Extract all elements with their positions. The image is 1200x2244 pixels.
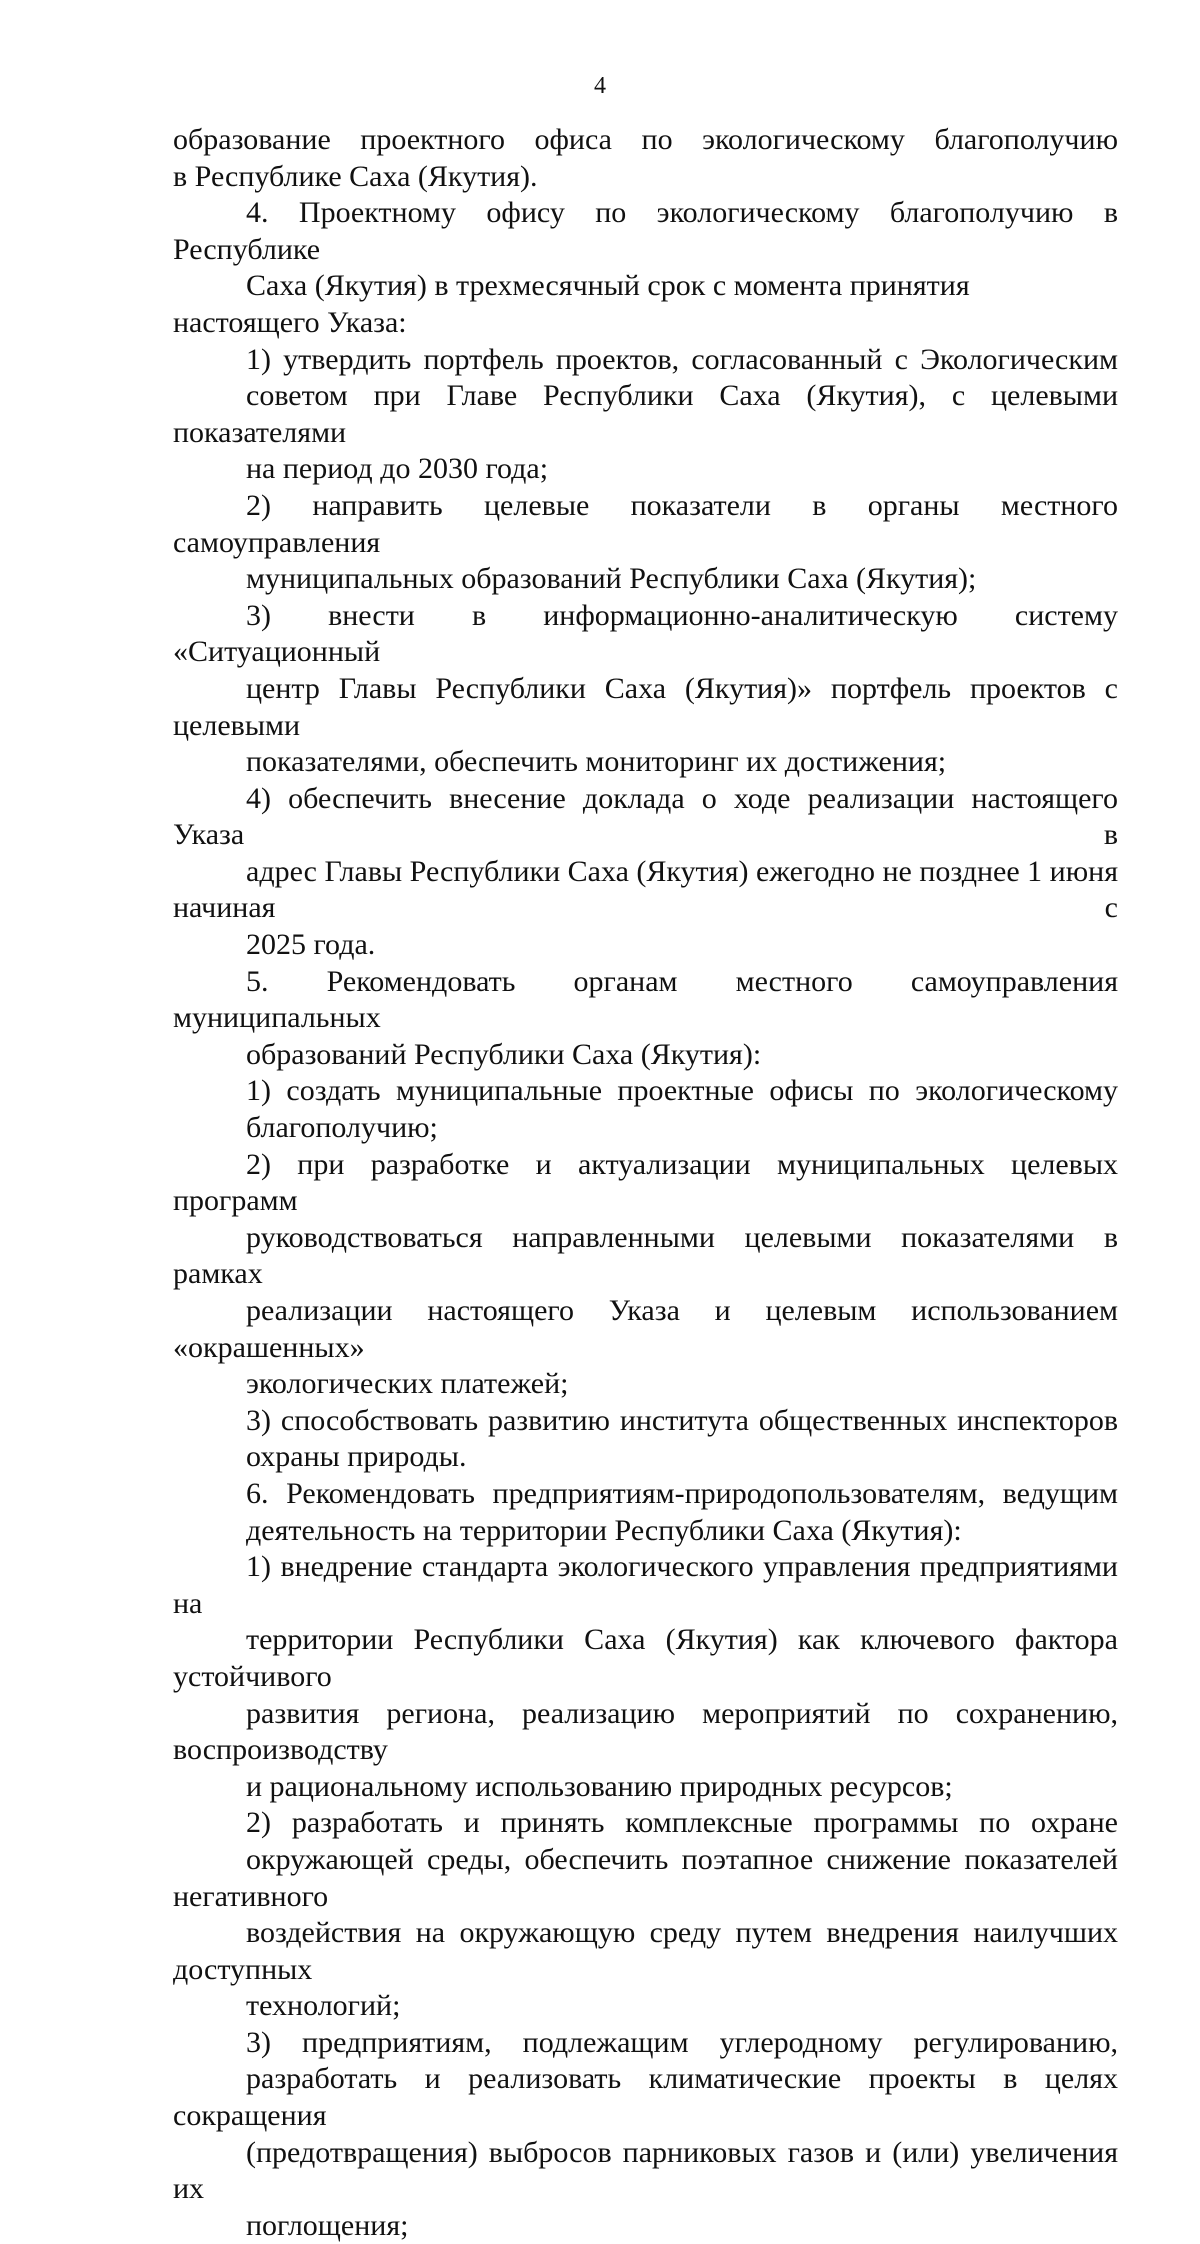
text-line: образование проектного офиса по экологическому благополучию [173, 123, 1118, 156]
text-line: экологических платежей; [246, 1367, 569, 1401]
paragraph [173, 342, 1118, 488]
paragraph [173, 1805, 1118, 2025]
text-line: 4. Проектному офису по экологическому благополучию в Республике [173, 196, 1118, 266]
text-line: Саха (Якутия) в трехмесячный срок с момента принятия настоящего Указа: [173, 269, 970, 339]
text-line: 1) внедрение стандарта экологического управления предприятиями на [173, 1550, 1118, 1620]
paragraph [173, 122, 1118, 195]
text-line: 4) обеспечить внесение доклада о ходе реализации настоящего Указа в [173, 781, 1118, 852]
text-line: 2025 года. [246, 928, 376, 962]
text-line: технологий; [246, 1989, 401, 2023]
text-line: деятельность на территории Республики Саха (Якутия): [246, 1513, 962, 1547]
text-line: в Республике Саха (Якутия). [173, 159, 538, 193]
text-line: территории Республики Саха (Якутия) как ключевого фактора устойчивого [173, 1623, 1118, 1693]
paragraph [173, 488, 1118, 598]
text-line: и рациональному использованию природных ресурсов; [246, 1769, 953, 1803]
paragraph [173, 1073, 1118, 1146]
document-body [173, 122, 1118, 2244]
paragraph [173, 195, 1118, 341]
text-line: 2) направить целевые показатели в органы местного самоуправления [173, 488, 1118, 559]
text-line: (предотвращения) выбросов парниковых газов и (или) увеличения их [173, 2135, 1118, 2206]
text-line: показателями, обеспечить мониторинг их достижения; [246, 745, 947, 779]
text-line: окружающей среды, обеспечить поэтапное снижение показателей негативного [173, 1842, 1118, 1913]
text-line: реализации настоящего Указа и целевым использованием «окрашенных» [173, 1294, 1118, 1364]
paragraph [173, 598, 1118, 781]
paragraph [173, 1476, 1118, 1549]
text-line: 1) создать муниципальные проектные офисы по экологическому [246, 1074, 1118, 1108]
text-line: образований Республики Саха (Якутия): [246, 1037, 762, 1071]
paragraph [173, 1549, 1118, 1805]
text-line: муниципальных образований Республики Саха (Якутия); [246, 562, 977, 596]
paragraph [173, 781, 1118, 964]
text-line: 2) разработать и принять комплексные программы по охране [246, 1806, 1118, 1840]
paragraph [173, 964, 1118, 1074]
text-line: 3) предприятиям, подлежащим углеродному регулированию, [246, 2025, 1118, 2059]
text-line: 3) способствовать развитию института общественных инспекторов [246, 1403, 1118, 1437]
text-line: поглощения; [246, 2208, 409, 2242]
text-line: разработать и реализовать климатические проекты в целях сокращения [173, 2062, 1118, 2133]
paragraph [173, 1147, 1118, 1403]
page-number: 4 [594, 73, 606, 99]
text-line: 2) при разработке и актуализации муниципальных целевых программ [173, 1147, 1118, 1218]
paragraph [173, 1403, 1118, 1476]
text-line: 1) утвердить портфель проектов, согласованный с Экологическим [246, 342, 1118, 376]
text-line: на период до 2030 года; [246, 452, 549, 486]
paragraph [173, 2025, 1118, 2244]
text-line: воздействия на окружающую среду путем внедрения наилучших доступных [173, 1916, 1118, 1986]
text-line: охраны природы. [246, 1440, 467, 1474]
text-line: руководствоваться направленными целевыми показателями в рамках [173, 1220, 1118, 1291]
text-line: 3) внести в информационно-аналитическую систему «Ситуационный [173, 598, 1118, 669]
text-line: благополучию; [246, 1111, 438, 1145]
text-line: адрес Главы Республики Саха (Якутия) ежегодно не позднее 1 июня начиная с [173, 854, 1118, 925]
text-line: центр Главы Республики Саха (Якутия)» портфель проектов с целевыми [173, 671, 1118, 742]
text-line: 6. Рекомендовать предприятиям-природопользователям, ведущим [246, 1476, 1118, 1510]
text-line: развития региона, реализацию мероприятий по сохранению, воспроизводству [173, 1696, 1118, 1767]
text-line: 5. Рекомендовать органам местного самоуправления муниципальных [173, 964, 1118, 1035]
text-line: советом при Главе Республики Саха (Якутия), с целевыми показателями [173, 379, 1118, 449]
